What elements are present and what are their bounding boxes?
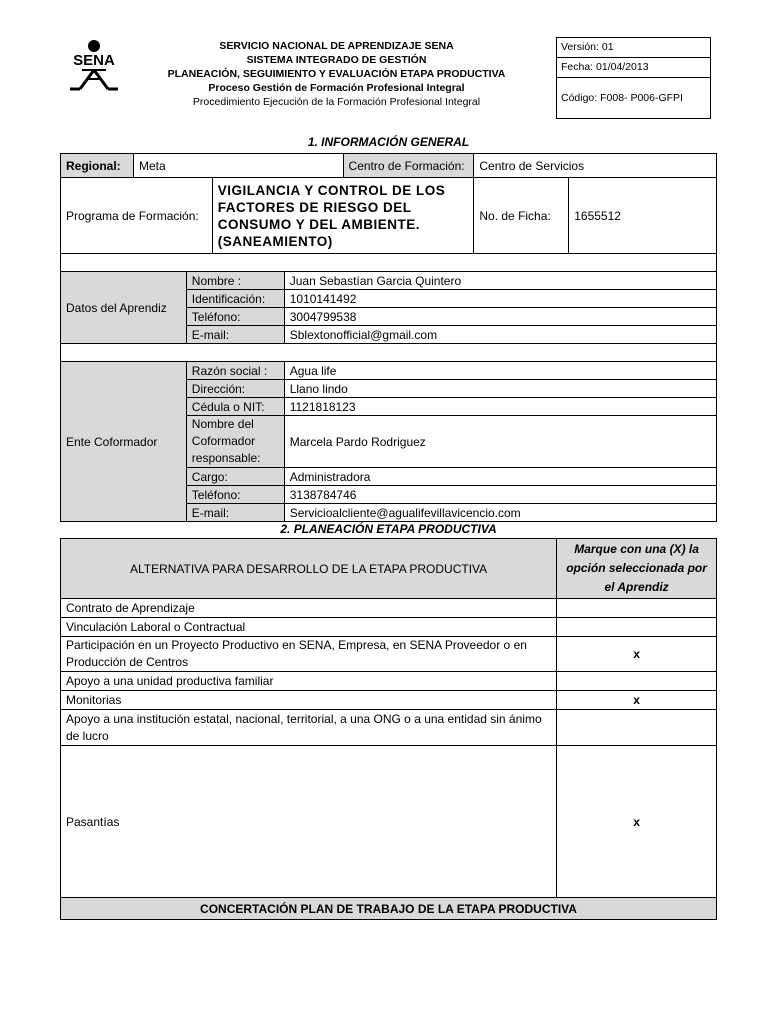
alternativa-mark [557, 618, 717, 637]
regional-value: Meta [133, 154, 343, 178]
version: Versión: 01 [557, 38, 710, 58]
programa-value: VIGILANCIA Y CONTROL DE LOS FACTORES DE RIESGO DEL CONSUMO Y DEL AMBIENTE. (SANEAMIENTO) [212, 178, 474, 254]
document-header [58, 37, 710, 119]
ente-field-label: E-mail: [186, 504, 284, 522]
alternativa-mark [557, 599, 717, 618]
alternativa-mark: x [557, 746, 717, 898]
section-2-title: 2. PLANEACIÓN ETAPA PRODUCTIVA [280, 522, 497, 536]
alternativa-mark: x [557, 691, 717, 710]
header-line-5: Procedimiento Ejecución de la Formación Profesional Integral [192, 96, 481, 108]
header-line-4: Proceso Gestión de Formación Profesional Integral [208, 82, 465, 94]
section-1-title: 1. INFORMACIÓN GENERAL [307, 135, 470, 149]
aprendiz-label: Datos del Aprendiz [61, 272, 187, 344]
ente-field-value: Administradora [284, 468, 716, 486]
ente-field-label: Dirección: [186, 380, 284, 398]
ficha-value: 1655512 [569, 178, 717, 254]
ficha-label: No. de Ficha: [474, 178, 569, 254]
header-line-3: PLANEACIÓN, SEGUIMIENTO Y EVALUACIÓN ETAPA PRODUCTIVA [167, 68, 506, 80]
alternativa-option: Pasantías [61, 746, 557, 898]
ente-field-label: Cargo: [186, 468, 284, 486]
header-meta [556, 37, 711, 119]
general-info-table [60, 153, 717, 522]
ente-field-label: Nombre del Coformador responsable: [186, 416, 284, 468]
alternativa-option: Monitorias [61, 691, 557, 710]
aprendiz-field-value: 3004799538 [284, 308, 716, 326]
aprendiz-field-label: Identificación: [186, 290, 284, 308]
header-line-1: SERVICIO NACIONAL DE APRENDIZAJE SENA [219, 40, 454, 52]
aprendiz-field-label: Teléfono: [186, 308, 284, 326]
aprendiz-field-value: 1010141492 [284, 290, 716, 308]
alternativa-option: Vinculación Laboral o Contractual [61, 618, 557, 637]
ente-field-value: Llano lindo [284, 380, 716, 398]
header-titles [136, 37, 537, 121]
regional-label: Regional: [61, 154, 134, 178]
centro-value: Centro de Servicios [474, 154, 717, 178]
codigo: Código: F008- P006-GFPI [561, 92, 683, 104]
ente-field-label: Cédula o NIT: [186, 398, 284, 416]
aprendiz-field-value: Juan Sebastían Garcia Quintero [284, 272, 716, 290]
centro-label: Centro de Formación: [343, 154, 474, 178]
aprendiz-field-value: Sblextonofficial@gmail.com [284, 326, 716, 344]
alternativa-mark: x [557, 637, 717, 672]
ente-field-value: Servicioalcliente@agualifevillavicencio.com [284, 504, 716, 522]
header-line-2: SISTEMA INTEGRADO DE GESTIÓN [246, 54, 427, 66]
marque-header: Marque con una (X) la opción seleccionada por el Aprendiz [557, 539, 717, 599]
production-stage-table [60, 538, 717, 920]
sena-logo [58, 37, 136, 119]
alternativa-option: Contrato de Aprendizaje [61, 599, 557, 618]
sena-logo-text: SENA [73, 52, 115, 69]
programa-label: Programa de Formación: [61, 178, 213, 254]
spacer-row [61, 344, 717, 362]
aprendiz-field-label: E-mail: [186, 326, 284, 344]
alternativa-option: Apoyo a una unidad productiva familiar [61, 672, 557, 691]
fecha: Fecha: 01/04/2013 [557, 58, 710, 78]
alternativa-header: ALTERNATIVA PARA DESARROLLO DE LA ETAPA PRODUCTIVA [61, 539, 557, 599]
alternativa-mark [557, 710, 717, 746]
aprendiz-field-label: Nombre : [186, 272, 284, 290]
concertacion-header: CONCERTACIÓN PLAN DE TRABAJO DE LA ETAPA PRODUCTIVA [61, 898, 717, 920]
ente-field-value: 1121818123 [284, 398, 716, 416]
spacer-row [61, 254, 717, 272]
alternativa-option: Apoyo a una institución estatal, nacional, territorial, a una ONG o a una entidad sin ánimo de lucro [61, 710, 557, 746]
alternativa-option: Participación en un Proyecto Productivo en SENA, Empresa, en SENA Proveedor o en Producción de Centros [61, 637, 557, 672]
ente-field-value: Marcela Pardo Rodriguez [284, 416, 716, 468]
ente-field-value: Agua life [284, 362, 716, 380]
ente-field-label: Razón social : [186, 362, 284, 380]
ente-label: Ente Coformador [61, 362, 187, 522]
ente-field-value: 3138784746 [284, 486, 716, 504]
ente-field-label: Teléfono: [186, 486, 284, 504]
alternativa-mark [557, 672, 717, 691]
